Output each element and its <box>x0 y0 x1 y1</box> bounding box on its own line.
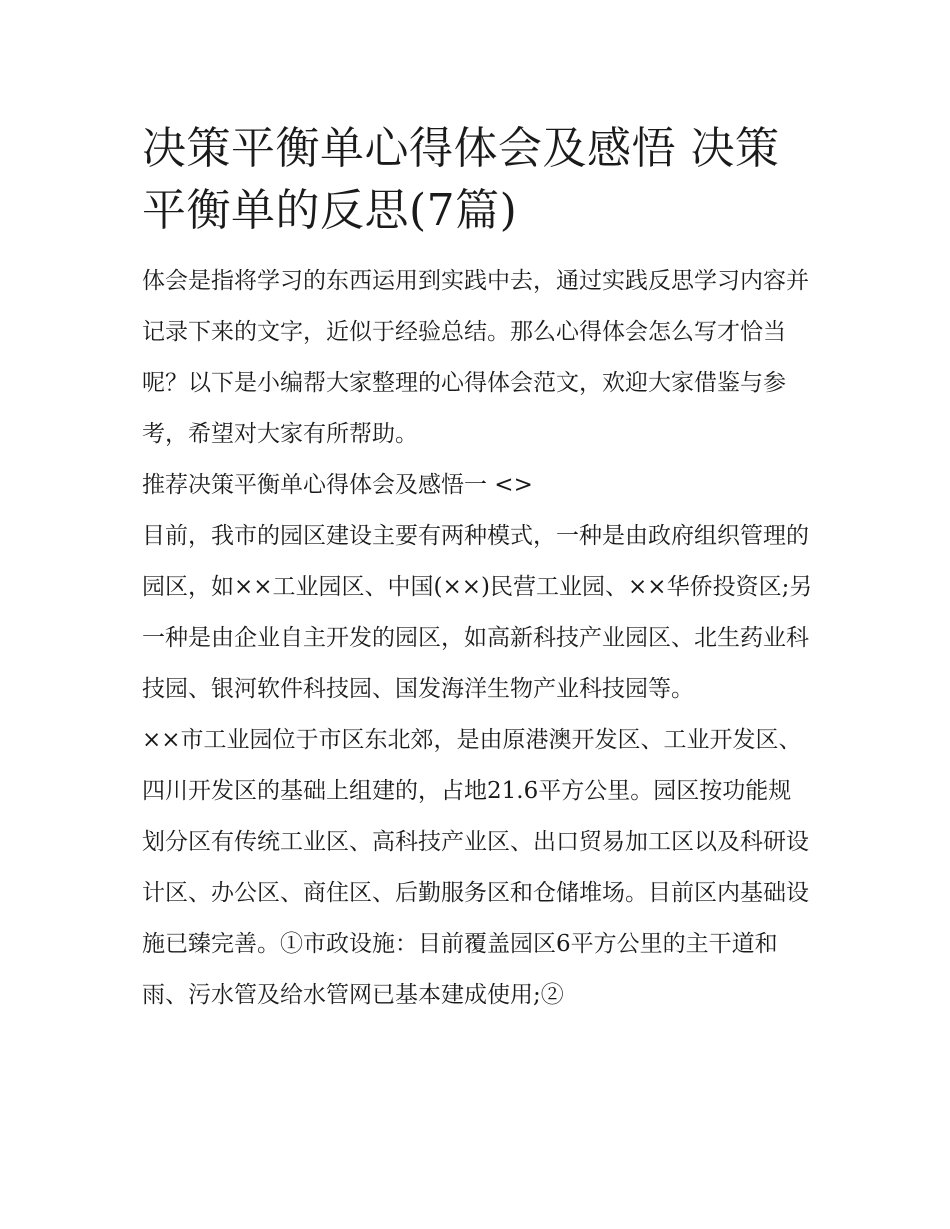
paragraph-park-models: 目前，我市的园区建设主要有两种模式，一种是由政府组织管理的园区，如××工业园区、中国(××)民营工业园、××华侨投资区;另一种是由企业自主开发的园区，如高新科技产业园区、北生药业科技园、银河软件科技园、国发海洋生物产业科技园等。 <box>142 523 813 702</box>
paragraph-industrial-park: ××市工业园位于市区东北郊，是由原港澳开发区、工业开发区、四川开发区的基础上组建的，占地21.6平方公里。园区按功能规划分区有传统工业区、高科技产业区、出口贸易加工区以及科研设计区、办公区、商住区、后勤服务区和仓储堆场。目前区内基础设施已臻完善。①市政设施：目前覆盖园区6平方公里的主干道和雨、污水管及给水管网已基本建成使用;② <box>142 727 809 1008</box>
paragraph-section-heading: 推荐决策平衡单心得体会及感悟一 <> <box>142 472 533 498</box>
paragraph-intro: 体会是指将学习的东西运用到实践中去，通过实践反思学习内容并记录下来的文字，近似于经验总结。那么心得体会怎么写才恰当呢？以下是小编帮大家整理的心得体会范文，欢迎大家借鉴与参考，希望对大家有所帮助。 <box>142 268 809 447</box>
document-page <box>142 118 814 1021</box>
document-title: 决策平衡单心得体会及感悟 决策平衡单的反思(7篇) <box>142 123 780 236</box>
